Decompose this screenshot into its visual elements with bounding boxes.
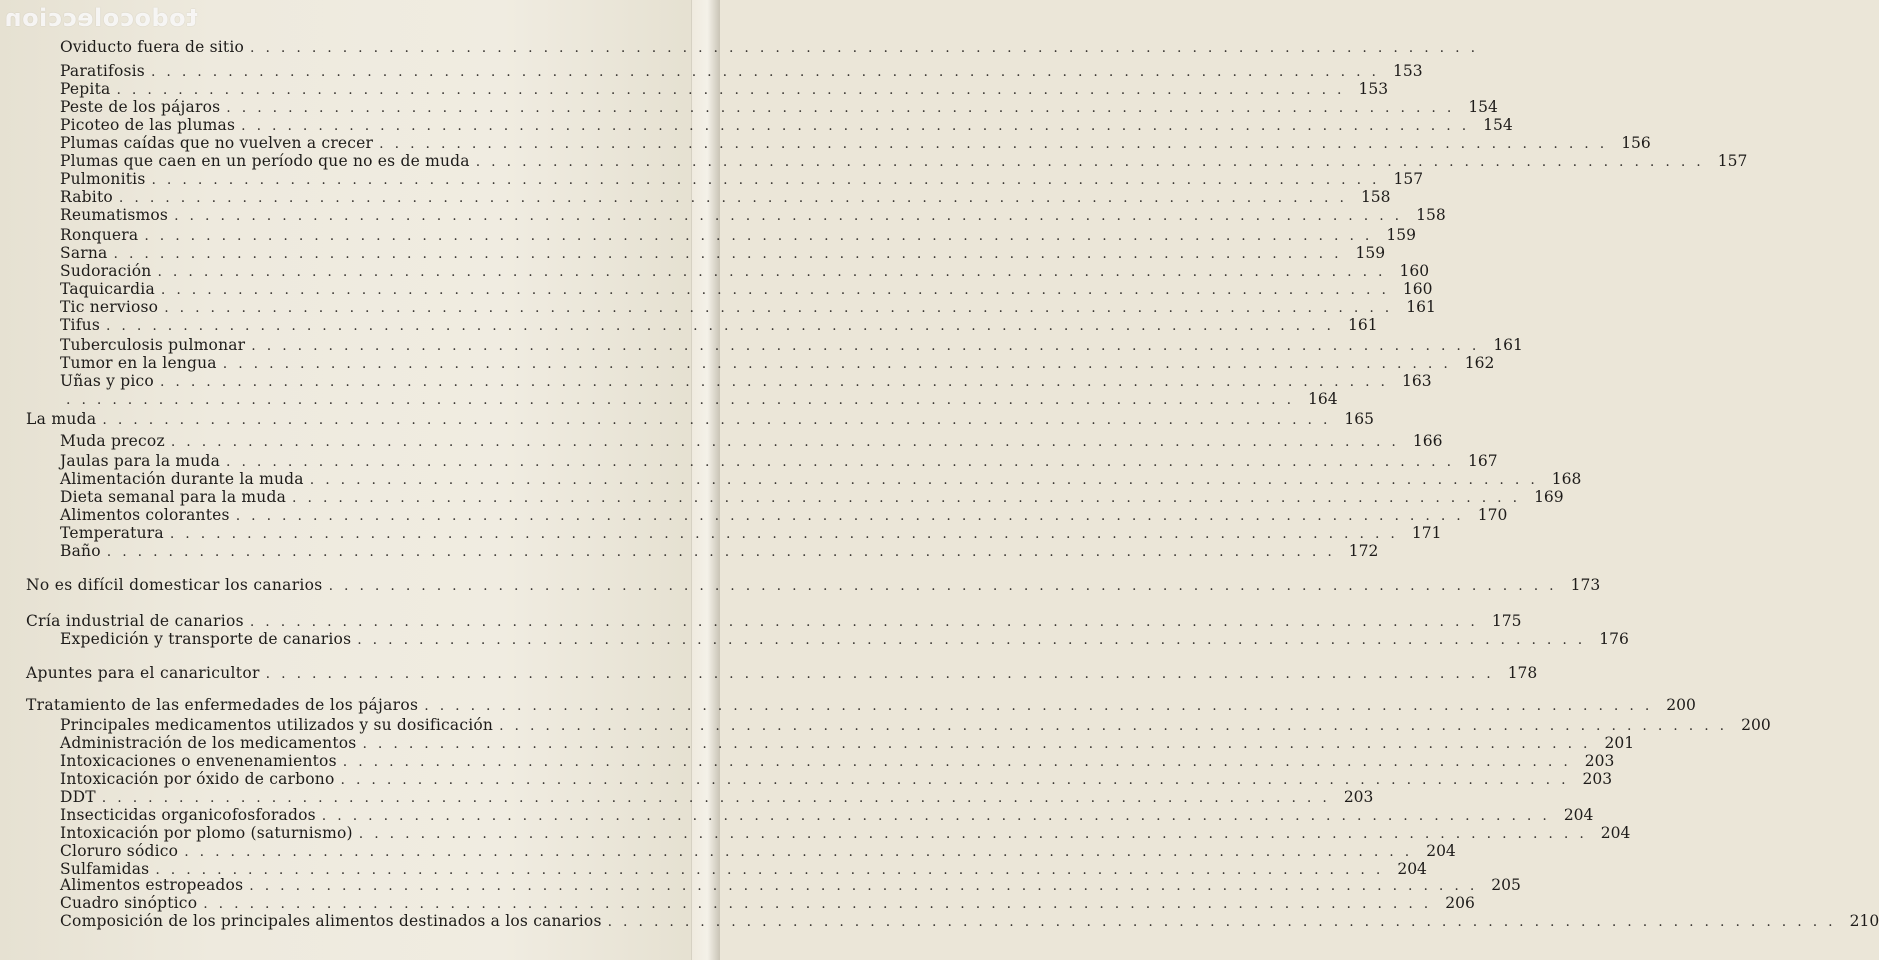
toc-page-number: 153 bbox=[1392, 62, 1423, 80]
toc-page-number: 160 bbox=[1402, 280, 1433, 298]
toc-entry-title: Alimentos estropeados bbox=[60, 876, 244, 894]
dot-leader: ................................................................................ bbox=[164, 300, 1401, 316]
dot-leader: ................................................................................ bbox=[203, 896, 1440, 912]
dot-leader: ................................................................................ bbox=[159, 374, 1396, 390]
toc-entry bbox=[60, 152, 1748, 170]
toc-entry bbox=[60, 390, 1338, 408]
toc-page-number: 205 bbox=[1491, 876, 1521, 894]
toc-page-number: 168 bbox=[1551, 470, 1582, 488]
dot-leader: ................................................................................ bbox=[292, 490, 1529, 506]
toc-page-number: 157 bbox=[1717, 152, 1748, 170]
dot-leader: ................................................................................ bbox=[118, 190, 1355, 206]
toc-entry-title: Ronquera bbox=[60, 226, 139, 244]
dot-leader: ................................................................................ bbox=[66, 392, 1303, 408]
toc-entry-title: Pulmonitis bbox=[60, 170, 146, 188]
dot-leader: ................................................................................ bbox=[249, 614, 1486, 630]
toc-entry bbox=[26, 612, 1522, 630]
toc-page-number: 203 bbox=[1343, 788, 1374, 806]
toc-entry-title: Cría industrial de canarios bbox=[26, 612, 244, 630]
dot-leader: ................................................................................ bbox=[226, 454, 1463, 470]
toc-entry bbox=[60, 280, 1433, 298]
toc-entry bbox=[60, 226, 1416, 244]
toc-entry-title: Alimentación durante la muda bbox=[60, 470, 304, 488]
dot-leader: ................................................................................ bbox=[101, 790, 1338, 806]
dot-leader: ................................................................................ bbox=[174, 208, 1411, 224]
toc-entry-title: Rabito bbox=[60, 188, 113, 206]
dot-leader: ................................................................................ bbox=[170, 434, 1407, 450]
toc-page-number: 169 bbox=[1534, 488, 1564, 506]
dot-leader: ................................................................................ bbox=[150, 64, 1387, 80]
toc-entry-title: Temperatura bbox=[60, 524, 164, 542]
toc-entry bbox=[26, 696, 1696, 714]
dot-leader: ................................................................................ bbox=[151, 172, 1388, 188]
toc-entry-title: Alimentos colorantes bbox=[60, 506, 230, 524]
toc-entry bbox=[60, 824, 1631, 842]
toc-page-number: 167 bbox=[1468, 452, 1498, 470]
toc-page-number: 203 bbox=[1582, 770, 1613, 788]
dot-leader: ................................................................................ bbox=[116, 82, 1353, 98]
dot-leader: ................................................................................ bbox=[251, 338, 1488, 354]
toc-entry-title: Sarna bbox=[60, 244, 108, 262]
toc-page-number: 172 bbox=[1348, 542, 1379, 560]
toc-entry-title: Tic nervioso bbox=[60, 298, 159, 316]
dot-leader: ................................................................................ bbox=[328, 578, 1565, 594]
toc-entry bbox=[60, 630, 1629, 648]
toc-entry-title: Tuberculosis pulmonar bbox=[60, 336, 246, 354]
toc-entry-title: Plumas caídas que no vuelven a crecer bbox=[60, 134, 374, 152]
toc-entry-title: Cloruro sódico bbox=[60, 842, 179, 860]
toc-entry-title: Sulfamidas bbox=[60, 860, 150, 878]
toc-entry bbox=[60, 98, 1498, 116]
toc-page-number: 176 bbox=[1599, 630, 1629, 648]
toc-entry bbox=[60, 170, 1424, 188]
toc-entry-title: Peste de los pájaros bbox=[60, 98, 221, 116]
toc-entry bbox=[60, 452, 1498, 470]
toc-page-number: 170 bbox=[1477, 506, 1508, 524]
toc-entry bbox=[60, 912, 1879, 930]
toc-page-number: 162 bbox=[1464, 354, 1495, 372]
toc-entry bbox=[60, 354, 1495, 372]
toc-page-number: 161 bbox=[1406, 298, 1436, 316]
toc-entry-title: Tratamiento de las enfermedades de los pájaros bbox=[26, 696, 419, 714]
toc-page-number: 156 bbox=[1621, 134, 1651, 152]
toc-page-number: 159 bbox=[1355, 244, 1386, 262]
toc-entry bbox=[60, 876, 1521, 894]
toc-entry-title: Picoteo de las plumas bbox=[60, 116, 236, 134]
toc-entry bbox=[60, 134, 1651, 152]
toc-page-number: 158 bbox=[1416, 206, 1446, 224]
dot-leader: ................................................................................ bbox=[321, 808, 1558, 824]
dot-leader: ................................................................................ bbox=[105, 318, 1342, 334]
toc-entry-title: Dieta semanal para la muda bbox=[60, 488, 287, 506]
toc-entry bbox=[60, 372, 1432, 390]
toc-entry-title: Reumatismos bbox=[60, 206, 169, 224]
dot-leader: ................................................................................ bbox=[250, 40, 1487, 56]
watermark: todocoleccion bbox=[4, 4, 198, 32]
dot-leader: ................................................................................ bbox=[475, 154, 1712, 170]
dot-leader: ................................................................................ bbox=[222, 356, 1459, 372]
toc-page-number: 204 bbox=[1426, 842, 1456, 860]
toc-entry-title: No es difícil domesticar los canarios bbox=[26, 576, 323, 594]
toc-entry-title: Taquicardia bbox=[60, 280, 155, 298]
toc-entry bbox=[60, 336, 1523, 354]
toc-entry bbox=[60, 806, 1594, 824]
toc-page-number: 157 bbox=[1393, 170, 1424, 188]
toc-entry bbox=[26, 410, 1375, 428]
toc-page-number: 160 bbox=[1399, 262, 1430, 280]
toc-page-number: 165 bbox=[1344, 410, 1375, 428]
toc-entry-title: Tumor en la lengua bbox=[60, 354, 217, 372]
toc-entry bbox=[60, 788, 1374, 806]
dot-leader: ................................................................................ bbox=[249, 878, 1486, 894]
dot-leader: ................................................................................ bbox=[102, 412, 1339, 428]
toc-entry-title: Principales medicamentos utilizados y su dosificación bbox=[60, 716, 494, 734]
toc-page-number: 154 bbox=[1483, 116, 1513, 134]
toc-entry-title: Tifus bbox=[60, 316, 100, 334]
toc-entry bbox=[60, 470, 1582, 488]
toc-page-number: 200 bbox=[1741, 716, 1771, 734]
toc-entry-title: Oviducto fuera de sitio bbox=[60, 38, 245, 56]
dot-leader: ................................................................................ bbox=[362, 736, 1599, 752]
toc-entry bbox=[60, 38, 1487, 56]
dot-leader: ................................................................................ bbox=[424, 698, 1661, 714]
toc-entry-title: Composición de los principales alimentos destinados a los canarios bbox=[60, 912, 602, 930]
toc-page-number: 161 bbox=[1348, 316, 1378, 334]
dot-leader: ................................................................................ bbox=[169, 526, 1406, 542]
toc-entry bbox=[60, 506, 1508, 524]
toc-entry-title: Expedición y transporte de canarios bbox=[60, 630, 352, 648]
dot-leader: ................................................................................ bbox=[499, 718, 1736, 734]
toc-entry bbox=[60, 770, 1613, 788]
toc-entry bbox=[60, 524, 1442, 542]
dot-leader: ................................................................................ bbox=[241, 118, 1478, 134]
toc-entry bbox=[60, 116, 1513, 134]
toc-entry-title: Muda precoz bbox=[60, 432, 165, 450]
toc-page-number: 175 bbox=[1491, 612, 1522, 630]
dot-leader: ................................................................................ bbox=[155, 862, 1392, 878]
dot-leader: ................................................................................ bbox=[184, 844, 1421, 860]
dot-leader: ................................................................................ bbox=[144, 228, 1381, 244]
toc-entry-title: Sudoración bbox=[60, 262, 152, 280]
toc-entry bbox=[60, 316, 1378, 334]
toc-page-number: 204 bbox=[1600, 824, 1631, 842]
toc-entry-title: Paratifosis bbox=[60, 62, 145, 80]
toc-page-number: 163 bbox=[1401, 372, 1432, 390]
toc-page-number: 158 bbox=[1360, 188, 1391, 206]
toc-entry bbox=[60, 188, 1391, 206]
toc-entry bbox=[60, 80, 1389, 98]
toc-entry bbox=[60, 262, 1430, 280]
toc-page-number: 201 bbox=[1604, 734, 1635, 752]
toc-entry bbox=[26, 664, 1538, 682]
dot-leader: ................................................................................ bbox=[160, 282, 1397, 298]
toc-entry bbox=[60, 206, 1446, 224]
dot-leader: ................................................................................ bbox=[309, 472, 1546, 488]
dot-leader: ................................................................................ bbox=[379, 136, 1616, 152]
toc-entry-title: Intoxicación por plomo (saturnismo) bbox=[60, 824, 353, 842]
dot-leader: ................................................................................ bbox=[265, 666, 1502, 682]
toc-entry bbox=[60, 488, 1564, 506]
toc-entry bbox=[60, 432, 1443, 450]
toc-page-number: 203 bbox=[1584, 752, 1615, 770]
toc-page-number: 210 bbox=[1849, 912, 1879, 930]
dot-leader: ................................................................................ bbox=[226, 100, 1463, 116]
toc-entry-title: DDT bbox=[60, 788, 96, 806]
toc-page-number: 159 bbox=[1386, 226, 1416, 244]
toc-entry-title: Jaulas para la muda bbox=[60, 452, 221, 470]
toc-page-number: 154 bbox=[1468, 98, 1498, 116]
toc-entry bbox=[60, 298, 1436, 316]
toc-page-number: 204 bbox=[1563, 806, 1594, 824]
toc-entry bbox=[60, 734, 1635, 752]
toc-entry bbox=[26, 576, 1601, 594]
dot-leader: ................................................................................ bbox=[106, 544, 1343, 560]
toc-page-number: 200 bbox=[1666, 696, 1696, 714]
toc-page-number: 171 bbox=[1411, 524, 1442, 542]
toc-entry-title: Pepita bbox=[60, 80, 111, 98]
dot-leader: ................................................................................ bbox=[235, 508, 1472, 524]
toc-entry-title: Intoxicación por óxido de carbono bbox=[60, 770, 335, 788]
dot-leader: ................................................................................ bbox=[113, 246, 1350, 262]
dot-leader: ................................................................................ bbox=[157, 264, 1394, 280]
toc-page-number: 204 bbox=[1397, 860, 1427, 878]
dot-leader: ................................................................................ bbox=[607, 914, 1844, 930]
toc-page-number: 173 bbox=[1570, 576, 1601, 594]
dot-leader: ................................................................................ bbox=[340, 772, 1577, 788]
toc-entry bbox=[60, 842, 1456, 860]
dot-leader: ................................................................................ bbox=[358, 826, 1595, 842]
toc-entry-title: Cuadro sinóptico bbox=[60, 894, 198, 912]
toc-entry-title: Apuntes para el canaricultor bbox=[26, 664, 260, 682]
toc-entry bbox=[60, 542, 1379, 560]
toc-entry bbox=[60, 752, 1615, 770]
toc-entry-title: Uñas y pico bbox=[60, 372, 154, 390]
toc-entry bbox=[60, 62, 1423, 80]
toc-page-number: 206 bbox=[1445, 894, 1475, 912]
toc-entry-title: Administración de los medicamentos bbox=[60, 734, 357, 752]
toc-page-number: 166 bbox=[1412, 432, 1443, 450]
toc-entry-title: Baño bbox=[60, 542, 101, 560]
toc-entry-title: Insecticidas organicofosforados bbox=[60, 806, 316, 824]
toc-entry bbox=[60, 894, 1475, 912]
toc-page-number: 161 bbox=[1493, 336, 1523, 354]
toc-page-number: 178 bbox=[1507, 664, 1538, 682]
toc-entry-title: Intoxicaciones o envenenamientos bbox=[60, 752, 337, 770]
toc-entry bbox=[60, 716, 1771, 734]
toc-page-number: 164 bbox=[1308, 390, 1338, 408]
dot-leader: ................................................................................ bbox=[357, 632, 1594, 648]
toc-entry bbox=[60, 244, 1386, 262]
toc-page-number: 153 bbox=[1358, 80, 1389, 98]
toc-entry-title: La muda bbox=[26, 410, 97, 428]
dot-leader: ................................................................................ bbox=[342, 754, 1579, 770]
toc-entry-title: Plumas que caen en un período que no es de muda bbox=[60, 152, 470, 170]
